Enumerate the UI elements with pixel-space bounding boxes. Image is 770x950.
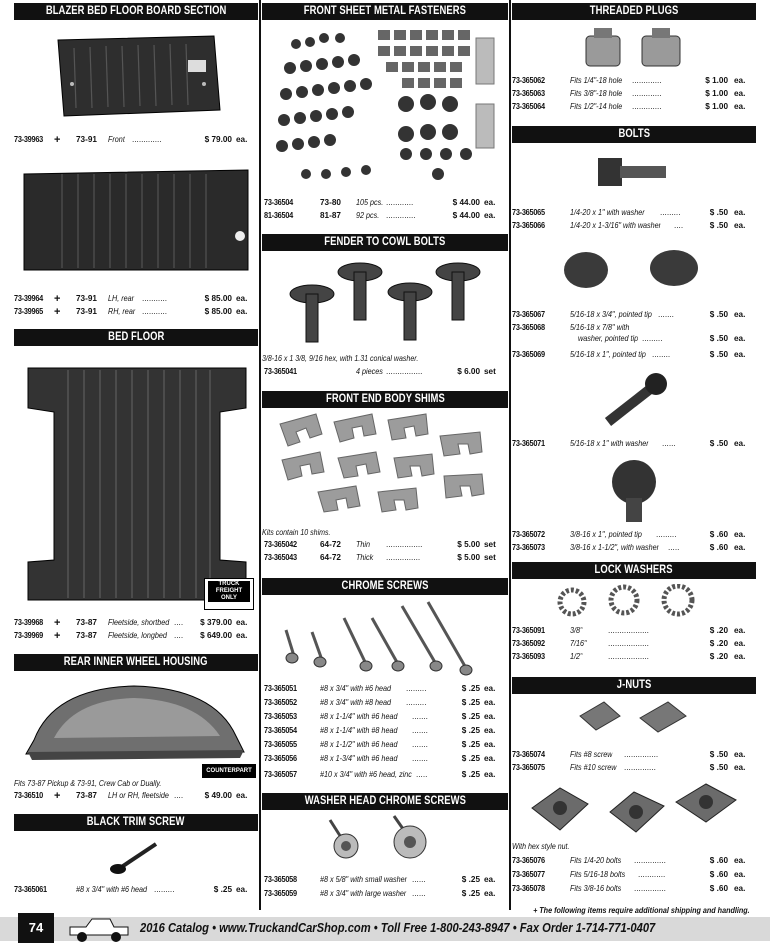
- j-nuts-image: [576, 696, 692, 736]
- fasteners-kit-image: [266, 24, 504, 192]
- price-row: 73-39964 + 73-91 LH, rear ........... $ 85.00 ea.: [14, 293, 248, 305]
- section-header-wheel-housing: REAR INNER WHEEL HOUSING: [14, 654, 258, 671]
- price-row: 73-365073 3/8-16 x 1-1/2", with washer ..... $ .60 ea.: [512, 543, 746, 552]
- catalog-contact-line: 2016 Catalog • www.TruckandCarShop.com • Toll Free 1-800-243-8947 • Fax Order 1-714-771-0407: [140, 920, 656, 935]
- chrome-screws-image: [276, 598, 498, 678]
- section-header-blazer: BLAZER BED FLOOR BOARD SECTION: [14, 3, 258, 20]
- section-header-fender-bolts: FENDER TO COWL BOLTS: [262, 234, 508, 251]
- price-row: 73-365057 #10 x 3/4" with #6 head, zinc ..... $ .25 ea.: [264, 770, 496, 779]
- price-row: 73-365074 Fits #8 screw ............... $ .50 ea.: [512, 750, 746, 759]
- section-header-j-nuts: J-NUTS: [512, 677, 756, 694]
- price-row: 73-365065 1/4-20 x 1" with washer ......... $ .50 ea.: [512, 208, 746, 217]
- lock-washers-image: [552, 584, 712, 620]
- shipping-note: + The following items require additional shipping and handling.: [533, 906, 750, 915]
- price-row: 73-365053 #8 x 1-1/4" with #6 head ....... $ .25 ea.: [264, 712, 496, 721]
- bolt-image: [588, 148, 672, 198]
- wheel-note: Fits 73-87 Pickup & 73-91, Crew Cab or Dually.: [14, 779, 162, 788]
- price-row: 73-365091 3/8" .................. $ .20 ea.: [512, 626, 746, 635]
- price-row: 73-365042 64-72 Thin ................ $ 5.00 set: [264, 540, 496, 549]
- price-row: 73-365071 5/16-18 x 1" with washer ...... $ .50 ea.: [512, 439, 746, 448]
- price-row: 73-365056 #8 x 1-3/4" with #6 head ....... $ .25 ea.: [264, 754, 496, 763]
- section-header-bed-floor: BED FLOOR: [14, 329, 258, 346]
- bed-floor-image: [24, 364, 250, 602]
- price-row: 73-365059 #8 x 3/4" with large washer ...... $ .25 ea.: [264, 889, 496, 898]
- price-row: 73-365041 4 pieces ................ $ 6.00 set: [264, 367, 496, 376]
- column-left: [14, 0, 258, 910]
- price-row: 73-365077 Fits 5/16-18 bolts ............ $ .60 ea.: [512, 870, 746, 879]
- body-shims-image: [276, 410, 496, 520]
- column-divider: [259, 0, 261, 910]
- section-header-washer-screws: WASHER HEAD CHROME SCREWS: [262, 793, 508, 810]
- price-row: 73-36504 73-80 105 pcs. ............ $ 44.00 ea.: [264, 198, 496, 207]
- price-row: 73-365054 #8 x 1-1/4" with #8 head ....... $ .25 ea.: [264, 726, 496, 735]
- price-row: 73-365064 Fits 1/2"-14 hole ............. $ 1.00 ea.: [512, 102, 746, 111]
- price-row: washer, pointed tip ......... $ .50 ea.: [578, 334, 746, 343]
- price-row: 73-365058 #8 x 5/8" with small washer ...... $ .25 ea.: [264, 875, 496, 884]
- price-row: 73-365051 #8 x 3/4" with #6 head ......... $ .25 ea.: [264, 684, 496, 693]
- price-row: 73-365093 1/2" .................. $ .20 ea.: [512, 652, 746, 661]
- price-row: 73-365068 5/16-18 x 7/8" with: [512, 323, 630, 332]
- price-row: 81-36504 81-87 92 pcs. ............. $ 44.00 ea.: [264, 211, 496, 220]
- hex-j-nuts-image: [526, 778, 742, 838]
- column-divider: [509, 0, 511, 910]
- pointed-bolts-image: [552, 240, 712, 300]
- front-floor-board-image: [54, 34, 222, 118]
- price-row: 73-365075 Fits #10 screw .............. $ .50 ea.: [512, 763, 746, 772]
- section-header-threaded-plugs: THREADED PLUGS: [512, 3, 756, 20]
- price-row: 73-365061 #8 x 3/4" with #6 head ......... $ .25 ea.: [14, 885, 248, 894]
- price-row: 73-365062 Fits 1/4"-18 hole ............. $ 1.00 ea.: [512, 76, 746, 85]
- rear-floor-board-image: [22, 166, 252, 272]
- trim-screw-image: [106, 838, 170, 876]
- price-row: 73-36510 + 73-87 LH or RH, fleetside .... $ 49.00 ea.: [14, 790, 248, 802]
- column-middle: [262, 0, 508, 910]
- section-header-bolts: BOLTS: [512, 126, 756, 143]
- shim-note: Kits contain 10 shims.: [262, 528, 331, 537]
- truck-freight-badge: TRUCK FREIGHT ONLY: [204, 578, 254, 610]
- price-row: 73-365063 Fits 3/8"-18 hole ............. $ 1.00 ea.: [512, 89, 746, 98]
- truck-logo-icon: [66, 915, 132, 943]
- section-header-chrome-screws: CHROME SCREWS: [262, 578, 508, 595]
- counterpart-badge: COUNTERPART: [202, 764, 256, 778]
- column-right: [512, 0, 756, 910]
- fender-bolts-image: [282, 254, 492, 350]
- price-row: 73-365069 5/16-18 x 1", pointed tip ........ $ .50 ea.: [512, 350, 746, 359]
- section-header-fasteners: FRONT SHEET METAL FASTENERS: [262, 3, 508, 20]
- price-row: 73-365076 Fits 1/4-20 bolts .............. $ .60 ea.: [512, 856, 746, 865]
- fender-note: 3/8-16 x 1 3/8, 9/16 hex, with 1.31 conical washer.: [262, 354, 419, 363]
- price-row: 73-365078 Fits 3/8-16 bolts .............. $ .60 ea.: [512, 884, 746, 893]
- price-row: 73-365066 1/4-20 x 1-3/16" with washer .... $ .50 ea.: [512, 221, 746, 230]
- threaded-plugs-image: [580, 24, 690, 70]
- price-row: 73-365092 7/16" .................. $ .20 ea.: [512, 639, 746, 648]
- section-header-body-shims: FRONT END BODY SHIMS: [262, 391, 508, 408]
- section-header-lock-washers: LOCK WASHERS: [512, 562, 756, 579]
- price-row: 73-365052 #8 x 3/4" with #8 head ......... $ .25 ea.: [264, 698, 496, 707]
- wheel-housing-image: [24, 680, 250, 770]
- price-row: 73-365055 #8 x 1-1/2" with #6 head ....... $ .25 ea.: [264, 740, 496, 749]
- price-row: 73-39968 + 73-87 Fleetside, shortbed .... $ 379.00 ea.: [14, 617, 248, 629]
- page-footer: [0, 905, 770, 950]
- washer-screws-image: [322, 814, 442, 864]
- section-header-trim-screw: BLACK TRIM SCREW: [14, 814, 258, 831]
- price-row: 73-365072 3/8-16 x 1", pointed tip ......... $ .60 ea.: [512, 530, 746, 539]
- price-row: 73-365043 64-72 Thick ............... $ 5.00 set: [264, 553, 496, 562]
- price-row: 73-39969 + 73-87 Fleetside, longbed .... $ 649.00 ea.: [14, 630, 248, 642]
- price-row: 73-365067 5/16-18 x 3/4", pointed tip ....... $ .50 ea.: [512, 310, 746, 319]
- price-row: 73-39965 + 73-91 RH, rear ........... $ 85.00 ea.: [14, 306, 248, 318]
- price-row: 73-39963 + 73-91 Front ............. $ 79.00 ea.: [14, 134, 248, 146]
- hex-bolt-image: [596, 458, 672, 524]
- hex-note: With hex style nut.: [512, 842, 570, 851]
- page-number: 74: [18, 913, 54, 943]
- washer-bolt-image: [594, 372, 674, 430]
